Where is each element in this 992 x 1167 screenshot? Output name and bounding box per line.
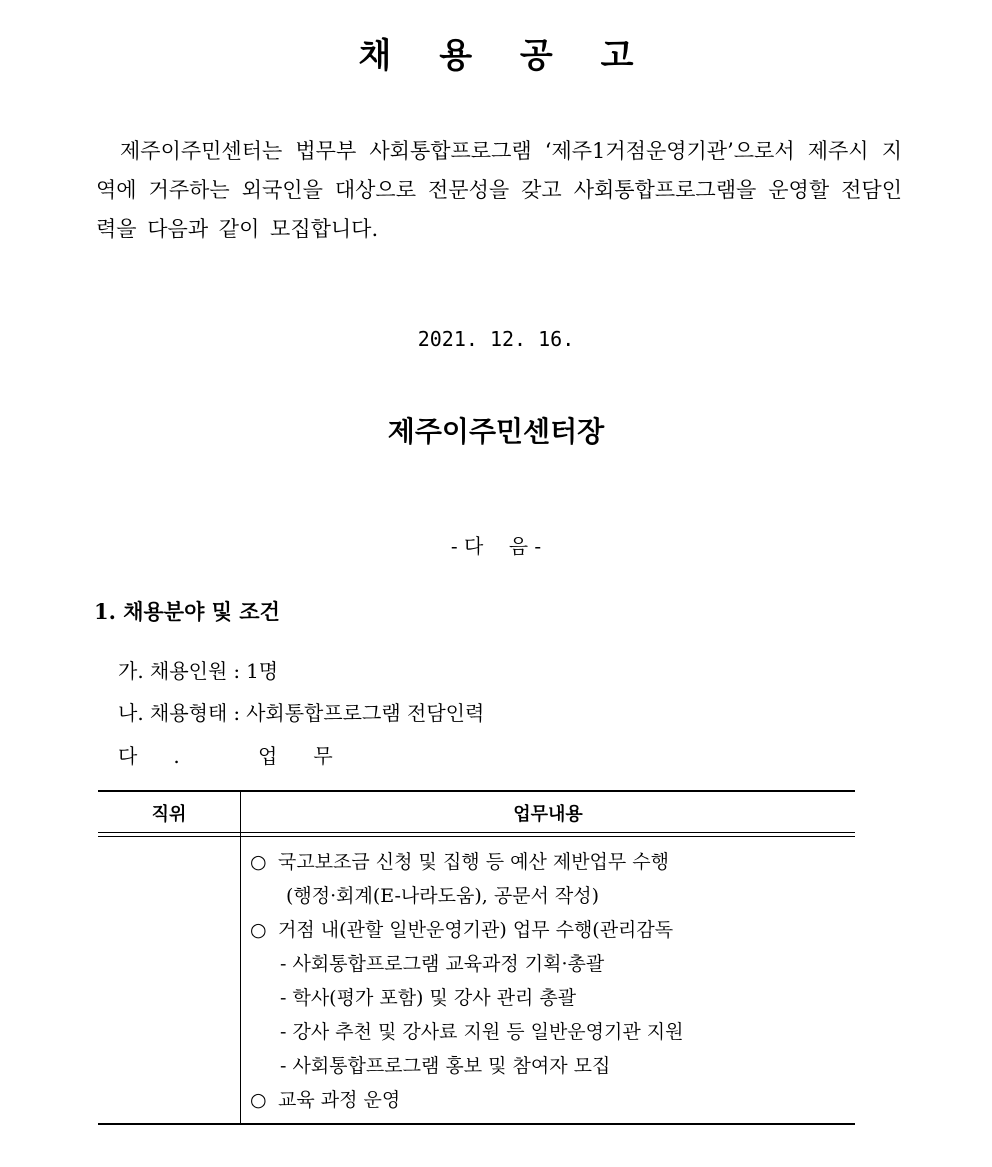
item-separator: :: [233, 659, 241, 683]
duty-text: 사회통합프로그램 홍보 및 참여자 모집: [292, 1055, 611, 1077]
details-divider-heading: - 다 음 -: [450, 534, 542, 558]
duties-table: [98, 790, 855, 1126]
item-label: 가. 채용인원: [118, 659, 228, 683]
duty-text: 국고보조금 신청 및 집행 등 예산 제반업무 수행: [278, 851, 670, 873]
table-header-position: 직위: [151, 804, 187, 825]
list-item-duties: [118, 740, 369, 769]
item-label: 다. 업무: [118, 744, 369, 768]
dash-bullet: -: [280, 1055, 287, 1077]
document-title: 채 용 공 고: [358, 36, 652, 76]
duty-line: [250, 913, 850, 947]
duty-line: [250, 981, 850, 1015]
duty-line: [250, 845, 850, 879]
duty-text: 강사 추천 및 강사료 지원 등 일반운영기관 지원: [292, 1021, 684, 1043]
section-heading: 1. 채용분야 및 조건: [94, 599, 280, 624]
circle-bullet-icon: ○: [250, 1089, 267, 1111]
item-label: 나. 채용형태: [118, 701, 228, 725]
duty-line: [250, 879, 850, 913]
duty-line: [250, 1015, 850, 1049]
duty-text: 학사(평가 포함) 및 강사 관리 총괄: [292, 987, 577, 1009]
item-value: 사회통합프로그램 전담인력: [246, 701, 485, 725]
dash-bullet: -: [280, 953, 287, 975]
duty-text: 거점 내(관할 일반운영기관) 업무 수행(관리감독: [278, 919, 674, 941]
duty-text: 교육 과정 운영: [278, 1089, 401, 1111]
item-separator: :: [233, 701, 241, 725]
intro-paragraph: 제주이주민센터는 법무부 사회통합프로그램 ‘제주1거점운영기관’으로서 제주시 지역에 거주하는 외국인을 대상으로 전문성을 갖고 사회통합프로그램을 운영할 전담인력을 다음과 같이 모집합니다.: [96, 139, 902, 241]
duty-text: 사회통합프로그램 교육과정 기획·총괄: [292, 953, 605, 975]
table-column-divider: [240, 790, 241, 1125]
duties-cell: [250, 845, 850, 1117]
duty-text: (행정·회계(E-나라도움), 공문서 작성): [286, 885, 600, 907]
table-bottom-rule: [98, 1123, 855, 1125]
table-header-double-rule: [98, 832, 855, 837]
table-header-duties: 업무내용: [513, 804, 583, 825]
dash-bullet: -: [280, 1021, 287, 1043]
circle-bullet-icon: ○: [250, 851, 267, 873]
organization-signature: 제주이주민센터장: [387, 415, 605, 448]
duty-line: [250, 1049, 850, 1083]
duty-line: [250, 1083, 850, 1117]
list-item-employment-type: [118, 697, 484, 726]
duty-line: [250, 947, 850, 981]
table-top-rule: [98, 790, 855, 792]
item-value: 1명: [246, 659, 279, 683]
announcement-date: 2021. 12. 16.: [417, 327, 575, 351]
list-item-headcount: [118, 655, 278, 684]
circle-bullet-icon: ○: [250, 919, 267, 941]
dash-bullet: -: [280, 987, 287, 1009]
